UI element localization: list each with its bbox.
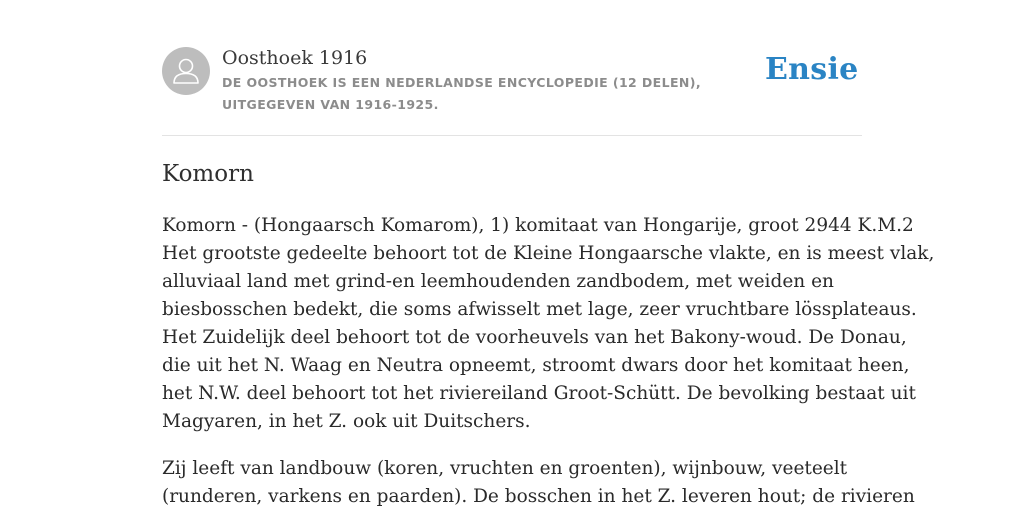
paragraph-line: biesbosschen bedekt, die soms afwisselt met lage, zeer vruchtbare lössplateaus. [162, 299, 917, 320]
source-description: DE OOSTHOEK IS EEN NEDERLANDSE ENCYCLOPEDIE (12 DELEN), UITGEGEVEN VAN 1916-1925. [222, 75, 702, 112]
ensie-logo[interactable]: Ensie [765, 52, 859, 87]
paragraph-line: (runderen, varkens en paarden). De bosschen in het Z. leveren hout; de rivieren [162, 486, 915, 507]
article-paragraph-1 [162, 212, 935, 436]
avatar[interactable] [162, 47, 210, 95]
paragraph-line: alluviaal land met grind-en leemhoudenden zandbodem, met weiden en [162, 271, 834, 292]
source-title[interactable]: Oosthoek 1916 [222, 47, 368, 69]
divider [162, 135, 862, 136]
paragraph-line: Komorn - (Hongaarsch Komarom), 1) komitaat van Hongarije, groot 2944 K.M.2 [162, 215, 914, 236]
paragraph-line: die uit het N. Waag en Neutra opneemt, stroomt dwars door het komitaat heen, [162, 355, 910, 376]
paragraph-line: Het Zuidelijk deel behoort tot de voorheuvels van het Bakony-woud. De Donau, [162, 327, 907, 348]
paragraph-line: Het grootste gedeelte behoort tot de Kleine Hongaarsche vlakte, en is meest vlak, [162, 243, 935, 264]
article-title: Komorn [162, 161, 254, 187]
paragraph-line: het N.W. deel behoort tot het riviereiland Groot-Schütt. De bevolking bestaat uit [162, 383, 916, 404]
article-paragraph-2 [162, 455, 915, 511]
paragraph-line: Zij leeft van landbouw (koren, vruchten en groenten), wijnbouw, veeteelt [162, 458, 848, 479]
user-icon [162, 47, 210, 95]
paragraph-line: Magyaren, in het Z. ook uit Duitschers. [162, 411, 531, 432]
